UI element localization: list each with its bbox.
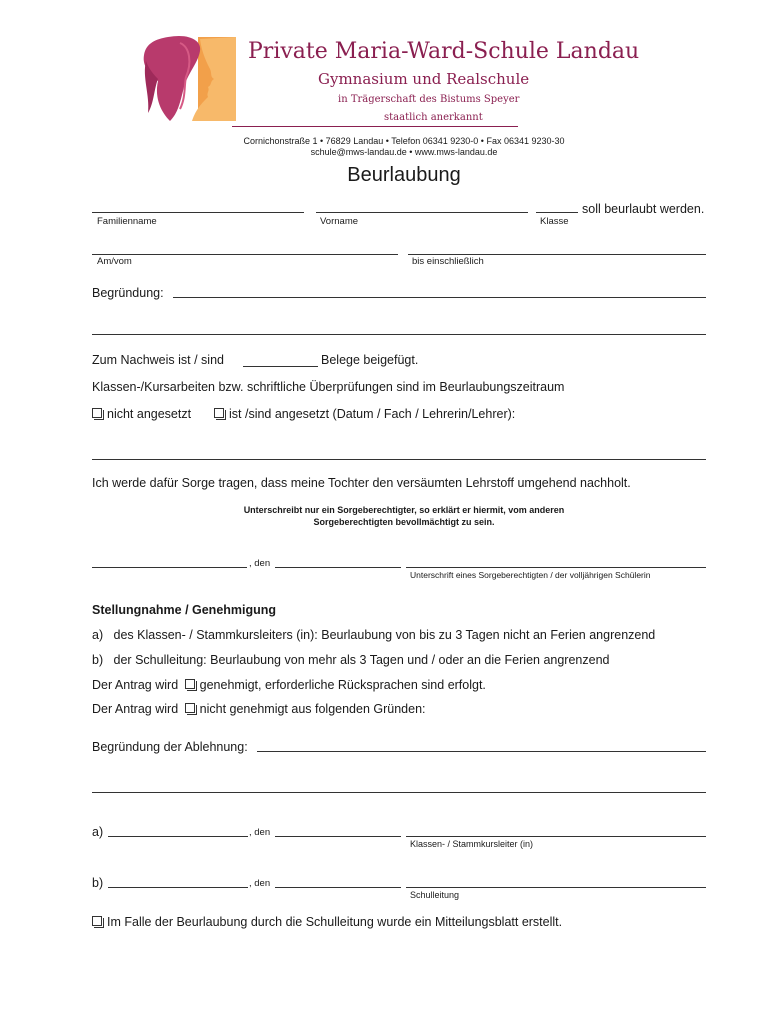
checkbox-icon[interactable]: [185, 703, 195, 713]
exam-details-field[interactable]: [92, 459, 706, 460]
date-field[interactable]: [275, 567, 401, 568]
parent-signature-field[interactable]: [406, 567, 706, 568]
sig-b-separator: , den: [249, 878, 271, 889]
label-to: bis einschließlich: [412, 256, 484, 267]
school-sponsor: in Trägerschaft des Bistums Speyer: [338, 94, 520, 105]
exams-text: Klassen-/Kursarbeiten bzw. schriftliche Überprüfungen sind im Beurlaubungszeitraum: [92, 380, 565, 394]
rejection-field-2[interactable]: [92, 792, 706, 793]
proof-count-field[interactable]: [243, 366, 318, 367]
approval-heading: Stellungnahme / Genehmigung: [92, 603, 277, 617]
page-title: Beurlaubung: [347, 164, 461, 186]
proof-suffix: Belege beigefügt.: [321, 353, 419, 367]
school-contact: schule@mws-landau.de • www.mws-landau.de: [310, 147, 498, 157]
approved-option[interactable]: [92, 678, 486, 692]
from-date-field[interactable]: [92, 254, 398, 255]
sig-b-signature-field[interactable]: [406, 887, 706, 888]
approval-item-b: b) der Schulleitung: Beurlaubung von mehr als 3 Tagen und / oder an die Ferien angrenzend: [92, 653, 610, 667]
checkbox-icon[interactable]: [214, 408, 224, 418]
reason-label: Begründung:: [92, 286, 164, 300]
option-not-scheduled-label: nicht angesetzt: [107, 407, 192, 421]
rejection-field[interactable]: [257, 751, 706, 752]
leave-suffix: soll beurlaubt werden.: [582, 202, 705, 216]
label-lastname: Familienname: [97, 216, 157, 227]
firstname-field[interactable]: [316, 212, 528, 213]
rejection-label: Begründung der Ablehnung:: [92, 740, 248, 754]
option-not-scheduled[interactable]: [92, 407, 191, 421]
sig-b-label: Schulleitung: [410, 890, 460, 900]
sig-a-date-field[interactable]: [275, 836, 401, 837]
final-note-label: Im Falle der Beurlaubung durch die Schulleitung wurde ein Mitteilungsblatt erstellt.: [107, 915, 563, 929]
sig-a-prefix: a): [92, 825, 104, 839]
logo-underline: [232, 126, 518, 127]
notice-line-2: Sorgeberechtigten bevollmächtigt zu sein.: [313, 517, 495, 527]
place-field[interactable]: [92, 567, 247, 568]
checkbox-icon[interactable]: [92, 916, 102, 926]
school-address: Cornichonstraße 1 • 76829 Landau • Telefon 06341 9230-0 • Fax 06341 9230-30: [243, 136, 565, 146]
request-prefix: Der Antrag wird: [92, 678, 179, 692]
sig-b-place-field[interactable]: [108, 887, 248, 888]
sig-a-place-field[interactable]: [108, 836, 248, 837]
school-name: Private Maria-Ward-Schule Landau: [248, 39, 640, 64]
approved-label: genehmigt, erforderliche Rücksprachen sind erfolgt.: [199, 678, 486, 692]
proof-prefix: Zum Nachweis ist / sind: [92, 353, 224, 367]
rejected-option[interactable]: [92, 702, 426, 716]
sig-b-date-field[interactable]: [275, 887, 401, 888]
checkbox-icon[interactable]: [185, 679, 195, 689]
date-separator: , den: [249, 558, 271, 569]
option-scheduled-label: ist /sind angesetzt (Datum / Fach / Lehrerin/Lehrer):: [229, 407, 516, 421]
school-type: Gymnasium und Realschule: [318, 70, 530, 88]
logo-face-icon: [140, 33, 240, 125]
to-date-field[interactable]: [408, 254, 706, 255]
sig-a-separator: , den: [249, 827, 271, 838]
lastname-field[interactable]: [92, 212, 304, 213]
label-firstname: Vorname: [320, 216, 359, 227]
class-field[interactable]: [536, 212, 578, 213]
sig-a-label: Klassen- / Stammkursleiter (in): [410, 839, 534, 849]
school-recognition: staatlich anerkannt: [384, 112, 483, 123]
checkbox-icon[interactable]: [92, 408, 102, 418]
sig-a-signature-field[interactable]: [406, 836, 706, 837]
final-note[interactable]: [92, 915, 562, 929]
approval-item-a: a) des Klassen- / Stammkursleiters (in): Beurlaubung von bis zu 3 Tagen nicht an Ferien angrenzend: [92, 628, 656, 642]
school-logo: [140, 33, 240, 125]
sig-b-prefix: b): [92, 876, 104, 890]
commitment-text: Ich werde dafür Sorge tragen, dass meine Tochter den versäumten Lehrstoff umgehend nachholt.: [92, 476, 631, 490]
notice-line-1: Unterschreibt nur ein Sorgeberechtigter, so erklärt er hiermit, vom anderen: [243, 505, 565, 515]
reason-field-2[interactable]: [92, 334, 706, 335]
request-prefix: Der Antrag wird: [92, 702, 179, 716]
rejected-label: nicht genehmigt aus folgenden Gründen:: [199, 702, 426, 716]
label-class: Klasse: [540, 216, 569, 227]
option-scheduled[interactable]: [214, 407, 515, 421]
reason-field[interactable]: [173, 297, 706, 298]
label-from: Am/vom: [97, 256, 132, 267]
parent-signature-label: Unterschrift eines Sorgeberechtigten / der volljährigen Schülerin: [410, 570, 651, 580]
